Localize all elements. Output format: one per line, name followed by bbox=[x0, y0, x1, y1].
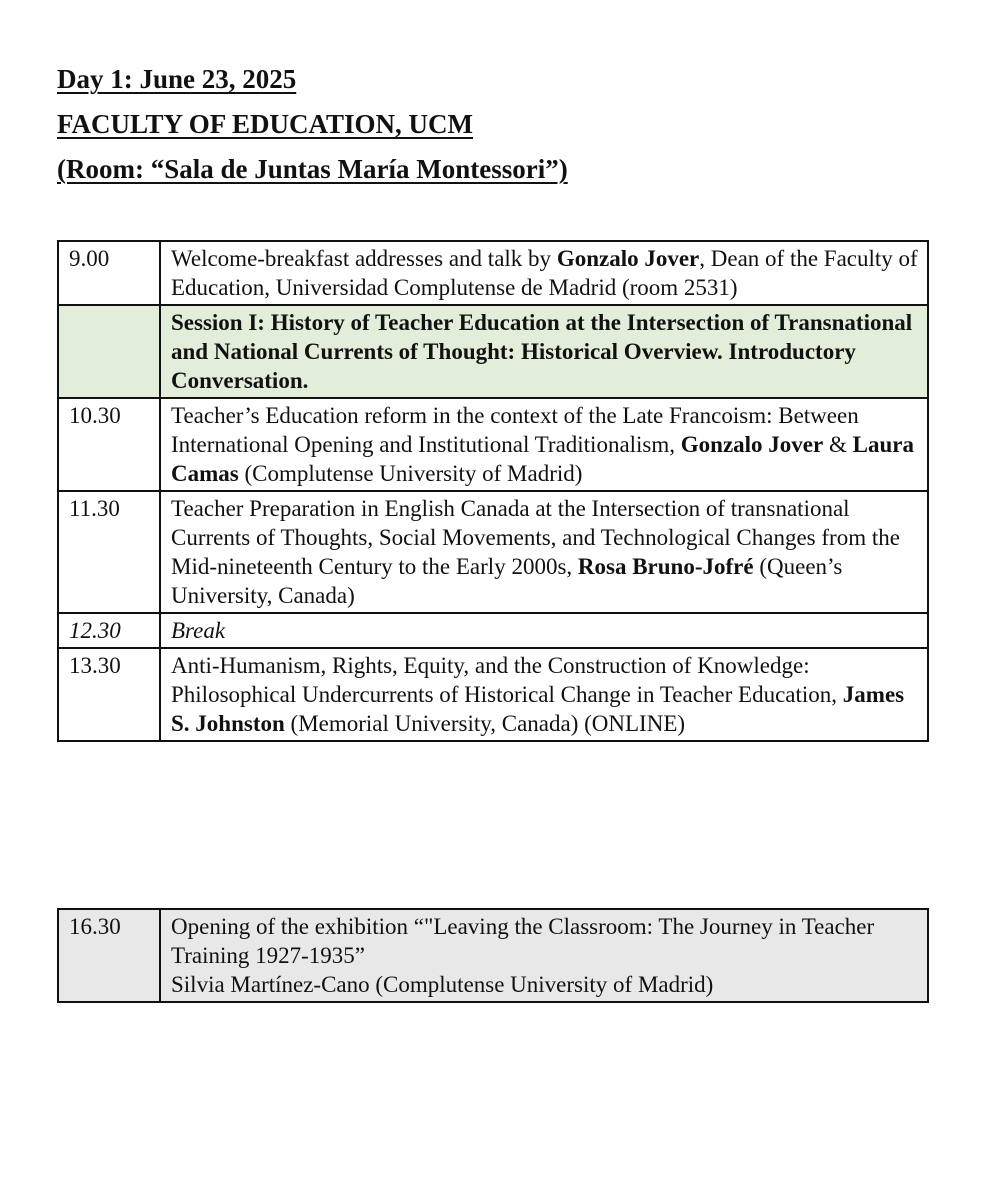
session-title: Session I: History of Teacher Education at the Intersection of Transnational and National Currents of Thought: Historical Overview. Introductory Conversation. bbox=[160, 305, 928, 398]
description-text: Welcome-breakfast addresses and talk by bbox=[171, 246, 557, 271]
description-text: & bbox=[823, 432, 853, 457]
description-text: (Memorial University, Canada) (ONLINE) bbox=[284, 711, 686, 736]
exhibition-curator: Silvia Martínez-Cano (Complutense University of Madrid) bbox=[171, 972, 714, 997]
schedule-row-talk bbox=[58, 648, 928, 741]
day-title: Day 1: June 23, 2025 bbox=[57, 64, 297, 94]
speaker-name: Gonzalo Jover bbox=[556, 246, 700, 271]
session-header-row bbox=[58, 305, 928, 398]
speaker-name: James S. Johnston bbox=[171, 682, 905, 736]
description-text: Teacher’s Education reform in the context of the Late Francoism: Between International Opening and Institutional Traditionalism, bbox=[171, 403, 859, 457]
venue-title: FACULTY OF EDUCATION, UCM bbox=[57, 109, 474, 139]
room-title: (Room: “Sala de Juntas María Montessori”) bbox=[57, 154, 568, 184]
description-cell bbox=[160, 648, 928, 741]
description-text: (Complutense University of Madrid) bbox=[238, 461, 583, 486]
day-header bbox=[57, 57, 568, 192]
description-cell bbox=[160, 398, 928, 491]
time-cell bbox=[58, 305, 160, 398]
time-cell: 11.30 bbox=[58, 491, 160, 613]
exhibition-table bbox=[57, 908, 929, 1003]
description-cell bbox=[160, 241, 928, 305]
description-cell bbox=[160, 909, 928, 1002]
schedule-row-talk bbox=[58, 491, 928, 613]
schedule-row-break bbox=[58, 613, 928, 648]
time-cell: 12.30 bbox=[58, 613, 160, 648]
time-cell: 10.30 bbox=[58, 398, 160, 491]
time-cell: 13.30 bbox=[58, 648, 160, 741]
exhibition-row bbox=[58, 909, 928, 1002]
speaker-name: Laura Camas bbox=[171, 432, 914, 486]
exhibition-title: Opening of the exhibition “"Leaving the Classroom: The Journey in Teacher Training 1927-1935” bbox=[171, 914, 875, 968]
schedule-row-welcome bbox=[58, 241, 928, 305]
speaker-name: Gonzalo Jover bbox=[680, 432, 824, 457]
schedule-table bbox=[57, 240, 929, 742]
description-text: Teacher Preparation in English Canada at the Intersection of transnational Currents of Thoughts, Social Movements, and Technological Changes from the Mid-nineteenth Century to the Early 2000s, bbox=[171, 496, 900, 579]
description-text: , Dean of the Faculty of Education, Universidad Complutense de Madrid (room 2531) bbox=[171, 246, 918, 300]
break-label: Break bbox=[160, 613, 928, 648]
speaker-name: Rosa Bruno-Jofré bbox=[577, 554, 754, 579]
description-text: (Queen’s University, Canada) bbox=[171, 554, 843, 608]
description-cell bbox=[160, 491, 928, 613]
schedule-row-talk bbox=[58, 398, 928, 491]
time-cell: 9.00 bbox=[58, 241, 160, 305]
time-cell: 16.30 bbox=[58, 909, 160, 1002]
description-text: Anti-Humanism, Rights, Equity, and the Construction of Knowledge: Philosophical Undercurrents of Historical Change in Teacher Education, bbox=[171, 653, 843, 707]
